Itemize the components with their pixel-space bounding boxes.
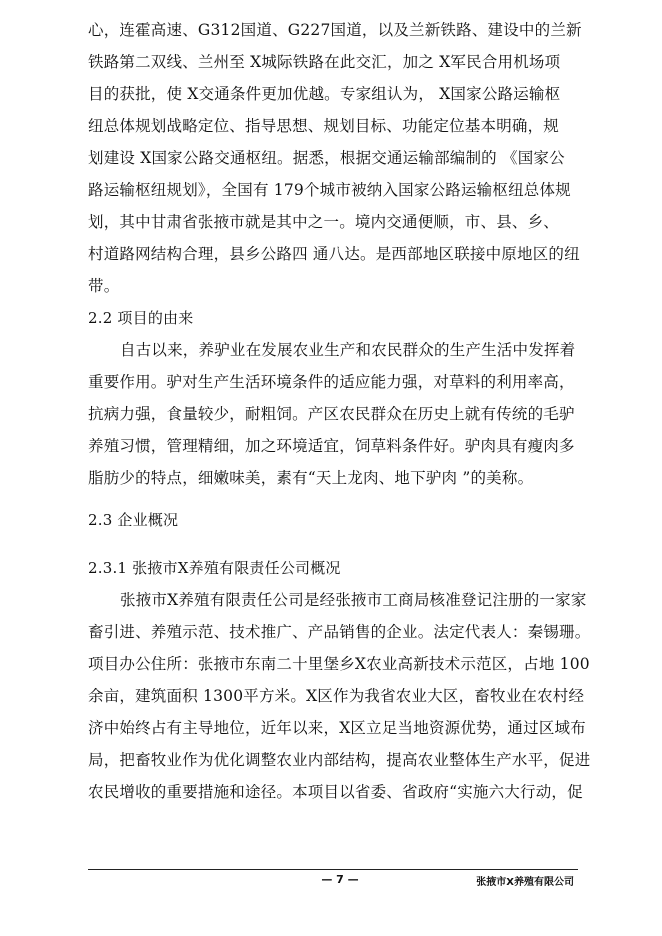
paragraph-line: 济中始终占有主导地位，近年以来，X区立足当地资源优势，通过区域布: [88, 719, 586, 737]
paragraph-line: 纽总体规划战略定位、指导思想、规划目标、功能定位基本明确，规: [88, 117, 560, 135]
footer-divider: [88, 869, 578, 870]
paragraph-line: 划建设 X国家公路交通枢纽。据悉，根据交通运输部编制的 《国家公: [88, 149, 565, 167]
paragraph-line: 目的获批，使 X交通条件更加优越。专家组认为， X国家公路运输枢: [88, 85, 561, 103]
heading-text: 2.3.1 张掖市X养殖有限责任公司概况: [88, 559, 341, 577]
paragraph-line: 张掖市X养殖有限责任公司是经张掖市工商局核准登记注册的一家家: [120, 591, 587, 609]
paragraph-line: 脂肪少的特点，细嫩味美，素有“天上龙肉、地下驴肉 ”的美称。: [88, 469, 534, 487]
paragraph-line: 农民增收的重要措施和途径。本项目以省委、省政府“实施六大行动，促: [88, 783, 583, 801]
paragraph-line: 心，连霍高速、G312国道、G227国道，以及兰新铁路、建设中的兰新: [88, 21, 582, 39]
paragraph-line: 划，其中甘肃省张掖市就是其中之一。境内交通便顺，市、县、乡、: [88, 213, 560, 231]
footer-company-name: 张掖市X养殖有限公司: [476, 877, 574, 888]
paragraph-line: 重要作用。驴对生产生活环境条件的适应能力强，对草料的利用率高，: [88, 373, 575, 391]
heading-text: 2.2 项目的由来: [88, 309, 194, 327]
paragraph-line: 项目办公住所：张掖市东南二十里堡乡X农业高新技术示范区，占地 100: [88, 655, 590, 673]
paragraph-line: 余亩，建筑面积 1300平方米。X区作为我省农业大区，畜牧业在农村经: [88, 687, 585, 705]
paragraph-line: 村道路网结构合理，县乡公路四 通八达。是西部地区联接中原地区的纽: [88, 245, 580, 263]
paragraph-line: 铁路第二双线、兰州至 X城际铁路在此交汇，加之 X军民合用机场项: [88, 53, 561, 71]
paragraph-line: 局，把畜牧业作为优化调整农业内部结构，提高农业整体生产水平，促进: [88, 751, 591, 769]
paragraph-line: 养殖习惯，管理精细，加之环境适宜，饲草料条件好。驴肉具有瘦肉多: [88, 437, 575, 455]
page-number: — 7 —: [321, 873, 359, 886]
paragraph-line: 自古以来，养驴业在发展农业生产和农民群众的生产生活中发挥着: [120, 341, 576, 359]
heading-text: 2.3 企业概况: [88, 511, 179, 529]
paragraph-line: 路运输枢纽规划》，全国有 179个城市被纳入国家公路运输枢纽总体规: [88, 181, 571, 199]
paragraph-line: 抗病力强，食量较少，耐粗饲。产区农民群众在历史上就有传统的毛驴: [88, 405, 575, 423]
paragraph-line: 带。: [88, 277, 120, 295]
paragraph-line: 畜引进、养殖示范、技术推广、产品销售的企业。法定代表人：秦锡珊。: [88, 623, 591, 641]
